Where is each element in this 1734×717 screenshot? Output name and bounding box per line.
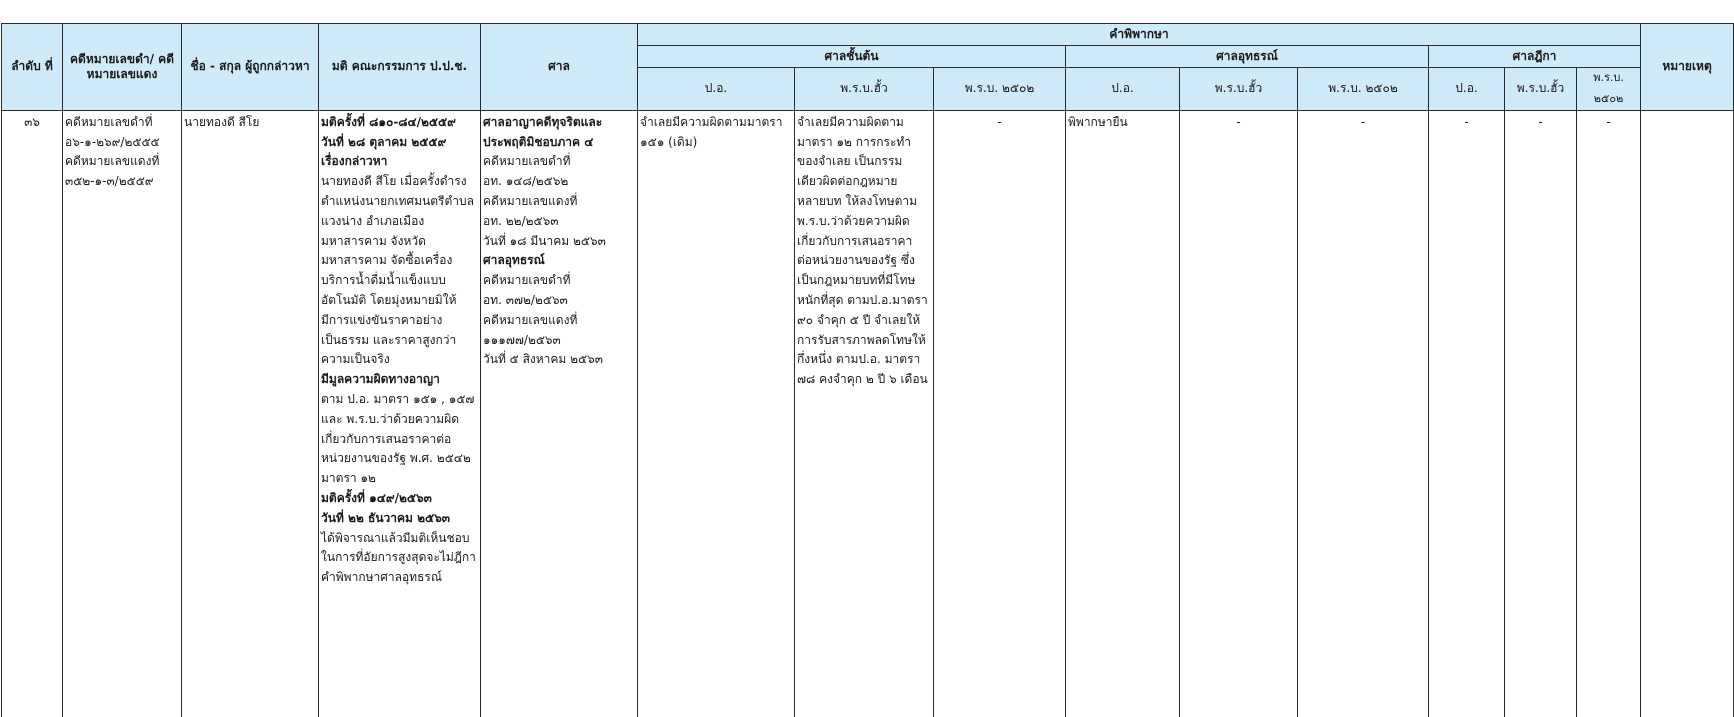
header-court-appeal: ศาลอุทธรณ์ [1066,46,1429,68]
text-line: วันที่ ๑๘ มีนาคม ๒๕๖๓ [483,233,606,248]
case-table [1,23,1734,717]
header-appeal-penal: ป.อ. [1066,68,1180,111]
row-no: ๓๖ [2,110,63,717]
row-appeal-penal: พิพากษายืน [1066,110,1180,717]
text-line: มีมูลความผิดทางอาญา [321,372,440,387]
text-line: การรับสารภาพลดโทษให้ [797,332,926,347]
text-line: มหาสารคาม จังหวัด [321,233,426,248]
text-line: คดีหมายเลขแดงที่ [483,193,578,208]
header-court: ศาล [481,24,638,111]
case-number-line: อ๖-๑-๒๖๙/๒๕๕๕ [65,134,160,149]
header-case-numbers: คดีหมายเลขดำ/ คดีหมายเลขแดง [63,24,182,111]
row-accused: นายทองดี สีโย [182,110,319,717]
text-line: ศาลอาญาคดีทุจริตและ [483,114,603,129]
row-first-penal [638,110,795,717]
header-first-penal: ป.อ. [638,68,795,111]
text-line: เกี่ยวกับการเสนอราคาต่อ [321,431,452,446]
header-appeal-2502: พ.ร.บ. ๒๕๐๒ [1298,68,1429,111]
row-court [481,110,638,717]
header-accused: ชื่อ - สกุล ผู้ถูกกล่าวหา [182,24,319,111]
text-line: นายทองดี สีโย เมื่อครั้งดำรง [321,174,467,189]
case-number-line: คดีหมายเลขดำที่ [65,114,153,129]
header-supreme-2502: พ.ร.บ. ๒๕๐๒ [1577,68,1641,111]
table-row [2,110,1734,717]
case-number-line: ๓๕๒-๑-๓/๒๕๕๙ [65,174,154,189]
text-line: ๗๘ คงจำคุก ๒ ปี ๖ เดือน [797,372,928,387]
text-line: ๑๑๑๗๗/๒๕๖๓ [483,332,561,347]
row-supreme-auction: - [1505,110,1577,717]
text-line: วันที่ ๒๒ ธันวาคม ๒๕๖๓ [321,510,450,525]
header-first-auction: พ.ร.บ.ฮั้ว [795,68,934,111]
text-line: ความเป็นจริง [321,352,390,367]
text-line: วันที่ ๕ สิงหาคม ๒๕๖๓ [483,352,603,367]
text-line: เป็นธรรม และราคาสูงกว่า [321,332,457,347]
header-court-supreme: ศาลฎีกา [1429,46,1641,68]
text-line: หนักที่สุด ตามป.อ.มาตรา [797,292,928,307]
row-resolution [319,110,481,717]
header-supreme-penal: ป.อ. [1429,68,1505,111]
text-line: มติครั้งที่ ๑๔๙/๒๕๖๓ [321,490,432,505]
text-line: อท. ๓๗๒/๒๕๖๓ [483,292,568,307]
text-line: มีการแข่งขันราคาอย่าง [321,312,443,327]
text-line: อัตโนมัติ โดยมุ่งหมายมิให้ [321,292,457,307]
text-line: มาตรา ๑๒ การกระทำ [797,134,912,149]
text-line: ของจำเลย เป็นกรรม [797,154,903,169]
text-line: เรื่องกล่าวหา [321,154,388,169]
text-line: ศาลอุทธรณ์ [483,253,545,268]
text-line: ตาม ป.อ. มาตรา ๑๕๑ , ๑๕๗ [321,391,475,406]
row-appeal-auction: - [1180,110,1298,717]
header-resolution: มติ คณะกรรมการ ป.ป.ช. [319,24,481,111]
row-first-2502: - [934,110,1066,717]
first-penal-line: จำเลยมีความผิดตามมาตรา [640,114,783,129]
text-line: อท. ๒๒/๒๕๖๓ [483,213,559,228]
text-line: คดีหมายเลขดำที่ [483,273,571,288]
text-line: ในการที่อัยการสูงสุดจะไม่ฎีกา [321,550,476,565]
text-line: กึ่งหนึ่ง ตามป.อ. มาตรา [797,352,921,367]
text-line: แวงน่าง อำเภอเมือง [321,213,425,228]
text-line: หน่วยงานของรัฐ พ.ศ. ๒๕๔๒ [321,451,471,466]
text-line: และ พ.ร.บ.ว่าด้วยความผิด [321,411,460,426]
text-line: เดียวผิดต่อกฎหมาย [797,174,898,189]
header-supreme-auction: พ.ร.บ.ฮั้ว [1505,68,1577,111]
row-remarks [1641,110,1734,717]
text-line: ต่อหน่วยงานของรัฐ ซึ่ง [797,253,915,268]
text-line: จำเลยมีความผิดตาม [797,114,904,129]
row-supreme-penal: - [1429,110,1505,717]
text-line: วันที่ ๒๘ ตุลาคม ๒๕๕๙ [321,134,447,149]
text-line: พ.ร.บ.ว่าด้วยความผิด [797,213,910,228]
text-line: ประพฤติมิชอบภาค ๔ [483,134,594,149]
text-line: ได้พิจารณาแล้วมีมติเห็นชอบ [321,530,470,545]
header-court-first: ศาลชั้นต้น [638,46,1066,68]
text-line: ๙๐ จำคุก ๕ ปี จำเลยให้ [797,312,921,327]
row-supreme-2502: - [1577,110,1641,717]
header-remarks: หมายเหตุ [1641,24,1734,111]
text-line: บริการน้ำดื่มน้ำแข็งแบบ [321,273,446,288]
text-line: อท. ๑๔๘/๒๕๖๒ [483,174,569,189]
text-line: มหาสารคาม จัดซื้อเครื่อง [321,253,453,268]
row-appeal-2502: - [1298,110,1429,717]
header-first-2502: พ.ร.บ. ๒๕๐๒ [934,68,1066,111]
header-appeal-auction: พ.ร.บ.ฮั้ว [1180,68,1298,111]
row-first-auction [795,110,934,717]
text-line: เกี่ยวกับการเสนอราคา [797,233,913,248]
text-line: คำพิพากษาศาลอุทธรณ์ [321,570,442,585]
row-case-numbers [63,110,182,717]
case-number-line: คดีหมายเลขแดงที่ [65,154,160,169]
text-line: เป็นกฎหมายบทที่มีโทษ [797,273,916,288]
text-line: มาตรา ๑๒ [321,471,376,486]
text-line: คดีหมายเลขแดงที่ [483,312,578,327]
header-no: ลำดับ ที่ [2,24,63,111]
header-judgment: คำพิพากษา [638,24,1641,46]
text-line: มติครั้งที่ ๘๑๐-๘๔/๒๕๕๙ [321,114,456,129]
text-line: ตำแหน่งนายกเทศมนตรีตำบล [321,193,474,208]
text-line: หลายบท ให้ลงโทษตาม [797,193,918,208]
first-penal-line: ๑๕๑ (เดิม) [640,134,698,149]
text-line: คดีหมายเลขดำที่ [483,154,571,169]
